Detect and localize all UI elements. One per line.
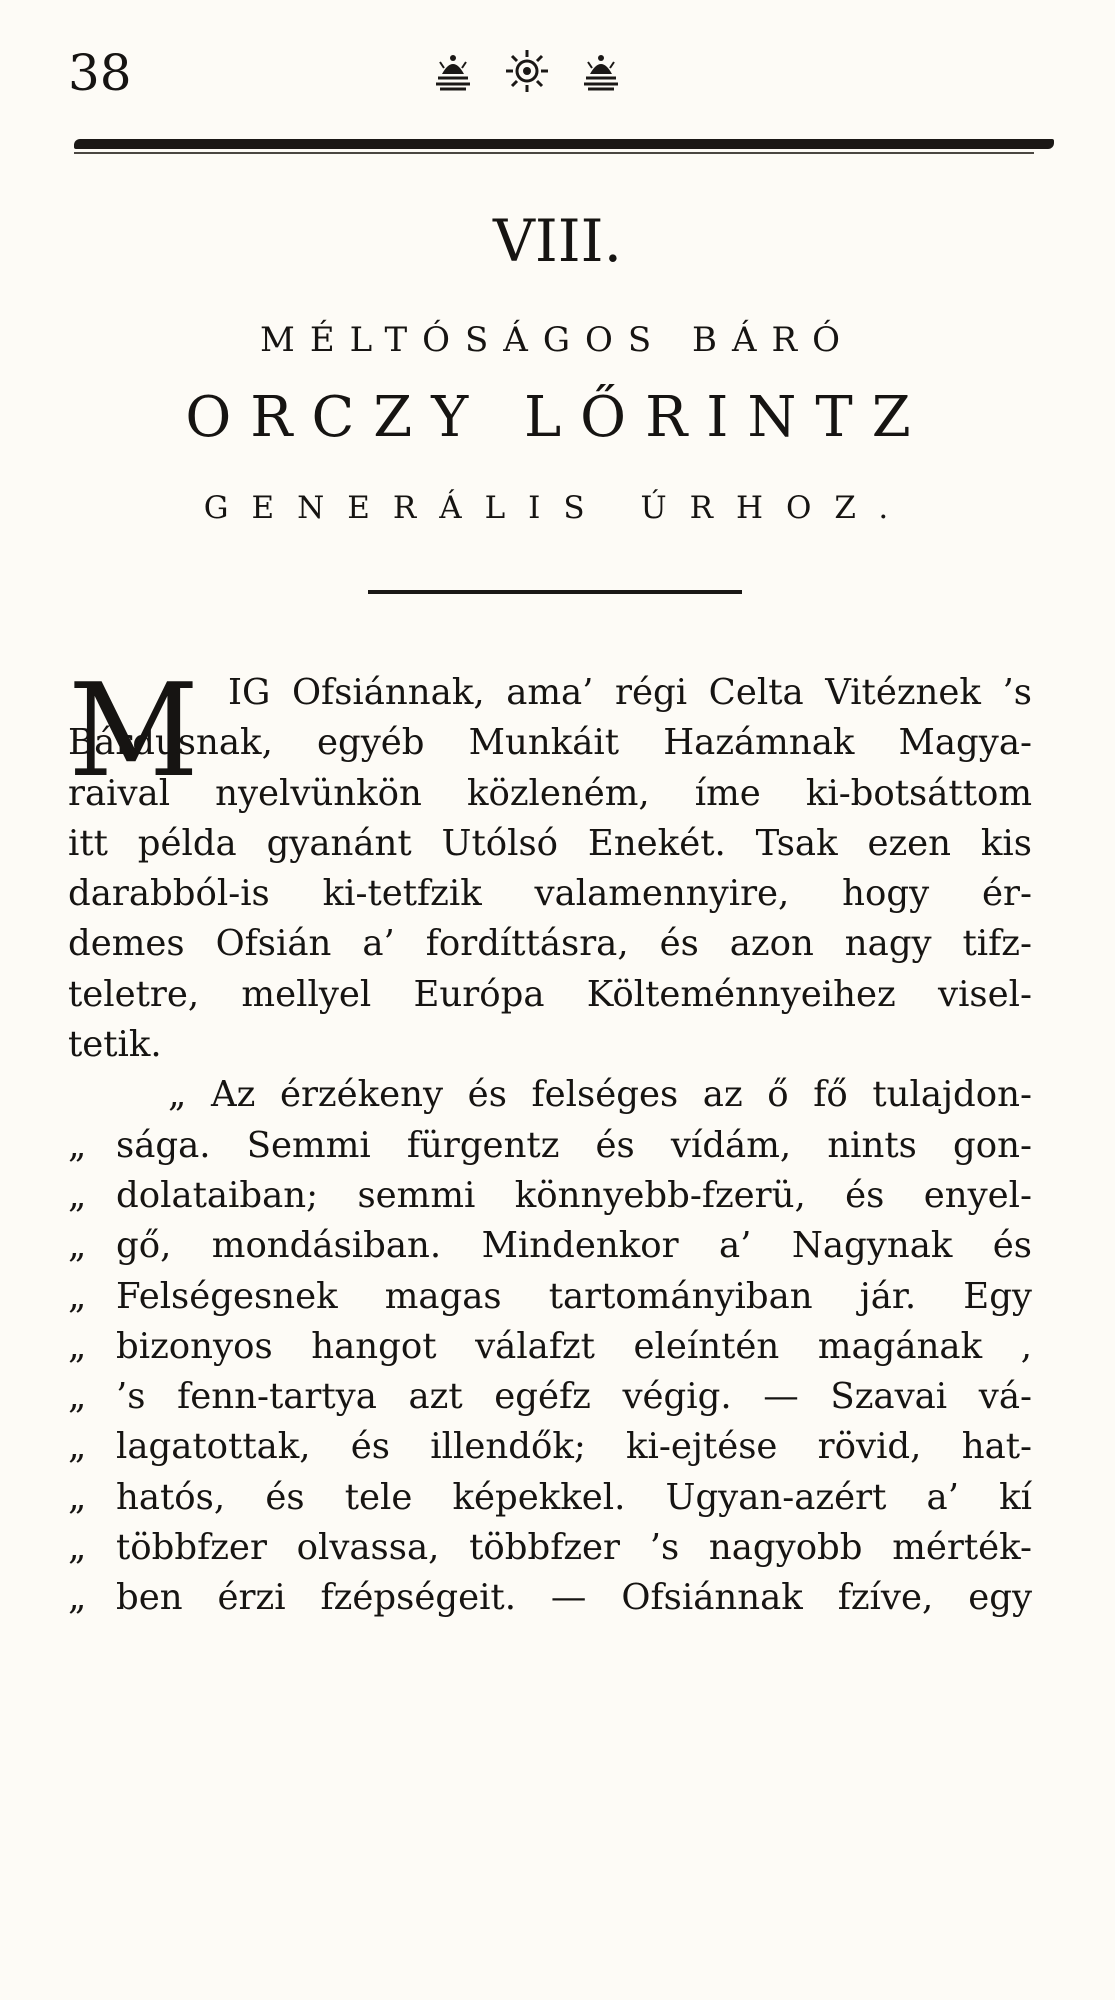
quote-line — [68, 1272, 1032, 1322]
drop-cap: M — [68, 657, 200, 806]
sun-fleuron-icon — [504, 48, 550, 94]
quote-line — [68, 1171, 1032, 1221]
quote-mark: „ — [68, 1225, 87, 1267]
body-text — [68, 657, 1032, 1624]
quote-mark: „ — [68, 1325, 87, 1367]
header-rule-thin — [74, 152, 1034, 154]
quote-opening-line: „ Az érzékeny és felséges az ő fő tulajdon- — [168, 1074, 1032, 1116]
title-line-1: MÉLTÓSÁGOS BÁRÓ — [260, 320, 855, 360]
quote-text: ben érzi fzépségeit. — Ofsiánnak fzíve, egy — [116, 1577, 1032, 1619]
text-line: raival nyelvünkön közleném, íme ki-botsáttom — [68, 772, 1032, 814]
page-number: 38 — [68, 44, 132, 102]
quote-text: gő, mondásiban. Mindenkor a’ Nagynak és — [116, 1225, 1032, 1267]
quote-text: ’s fenn-tartya azt egéfz végig. — Szavai vá- — [116, 1376, 1032, 1418]
text-line: darabból-is ki-tetfzik valamennyire, hogy ér- — [68, 873, 1032, 915]
quote-text: bizonyos hangot válafzt eleíntén magának , — [116, 1325, 1032, 1367]
title-line-2: ORCZY LŐRINTZ — [185, 385, 930, 450]
text-line: demes Ofsián a’ fordíttásra, és azon nagy tifz- — [68, 923, 1032, 965]
quote-mark: „ — [68, 1124, 87, 1166]
text-line: IG Ofsiánnak, ama’ régi Celta Vitéznek ’s — [228, 672, 1032, 713]
quote-text: többfzer olvassa, többfzer ’s nagyobb mérték- — [116, 1527, 1032, 1569]
quote-line — [68, 1473, 1032, 1523]
header-rule — [74, 139, 1054, 149]
text-line: tetik. — [68, 1024, 162, 1066]
quote-text: hatós, és tele képekkel. Ugyan-azért a’ kí — [116, 1476, 1032, 1518]
text-line: itt példa gyanánt Utólsó Enekét. Tsak ezen kis — [68, 822, 1032, 864]
quote-mark: „ — [68, 1275, 87, 1317]
quote-line — [68, 1322, 1032, 1372]
quote-text: dolataiban; semmi könnyebb-fzerü, és enyel- — [116, 1174, 1032, 1216]
title-line-3: GENERÁLIS ÚRHOZ. — [203, 490, 912, 526]
quote-mark: „ — [68, 1527, 87, 1569]
quote-line — [68, 1121, 1032, 1171]
quote-line — [68, 1573, 1032, 1623]
crown-fleuron-icon — [578, 48, 624, 94]
quote-line — [68, 1372, 1032, 1422]
quote-line — [68, 1221, 1032, 1271]
title-divider — [368, 590, 742, 594]
quote-text: sága. Semmi fürgentz és vídám, nints gon- — [116, 1124, 1032, 1166]
quote-line — [68, 1523, 1032, 1573]
text-line: Bárdusnak, egyéb Munkáit Hazámnak Magya- — [68, 722, 1032, 764]
quote-text: lagatottak, és illendők; ki-ejtése rövid, hat- — [116, 1426, 1032, 1468]
header-ornaments — [430, 48, 624, 94]
quote-line — [68, 1422, 1032, 1472]
text-line: teletre, mellyel Európa Költeménnyeihez visel- — [68, 973, 1032, 1015]
quote-mark: „ — [68, 1476, 87, 1518]
quote-mark: „ — [68, 1174, 87, 1216]
quote-text: Felségesnek magas tartományiban jár. Egy — [116, 1275, 1032, 1317]
chapter-number: VIII. — [492, 207, 623, 275]
quote-mark: „ — [68, 1376, 87, 1418]
crown-fleuron-icon — [430, 48, 476, 94]
quote-mark: „ — [68, 1426, 87, 1468]
quote-mark: „ — [68, 1577, 87, 1619]
